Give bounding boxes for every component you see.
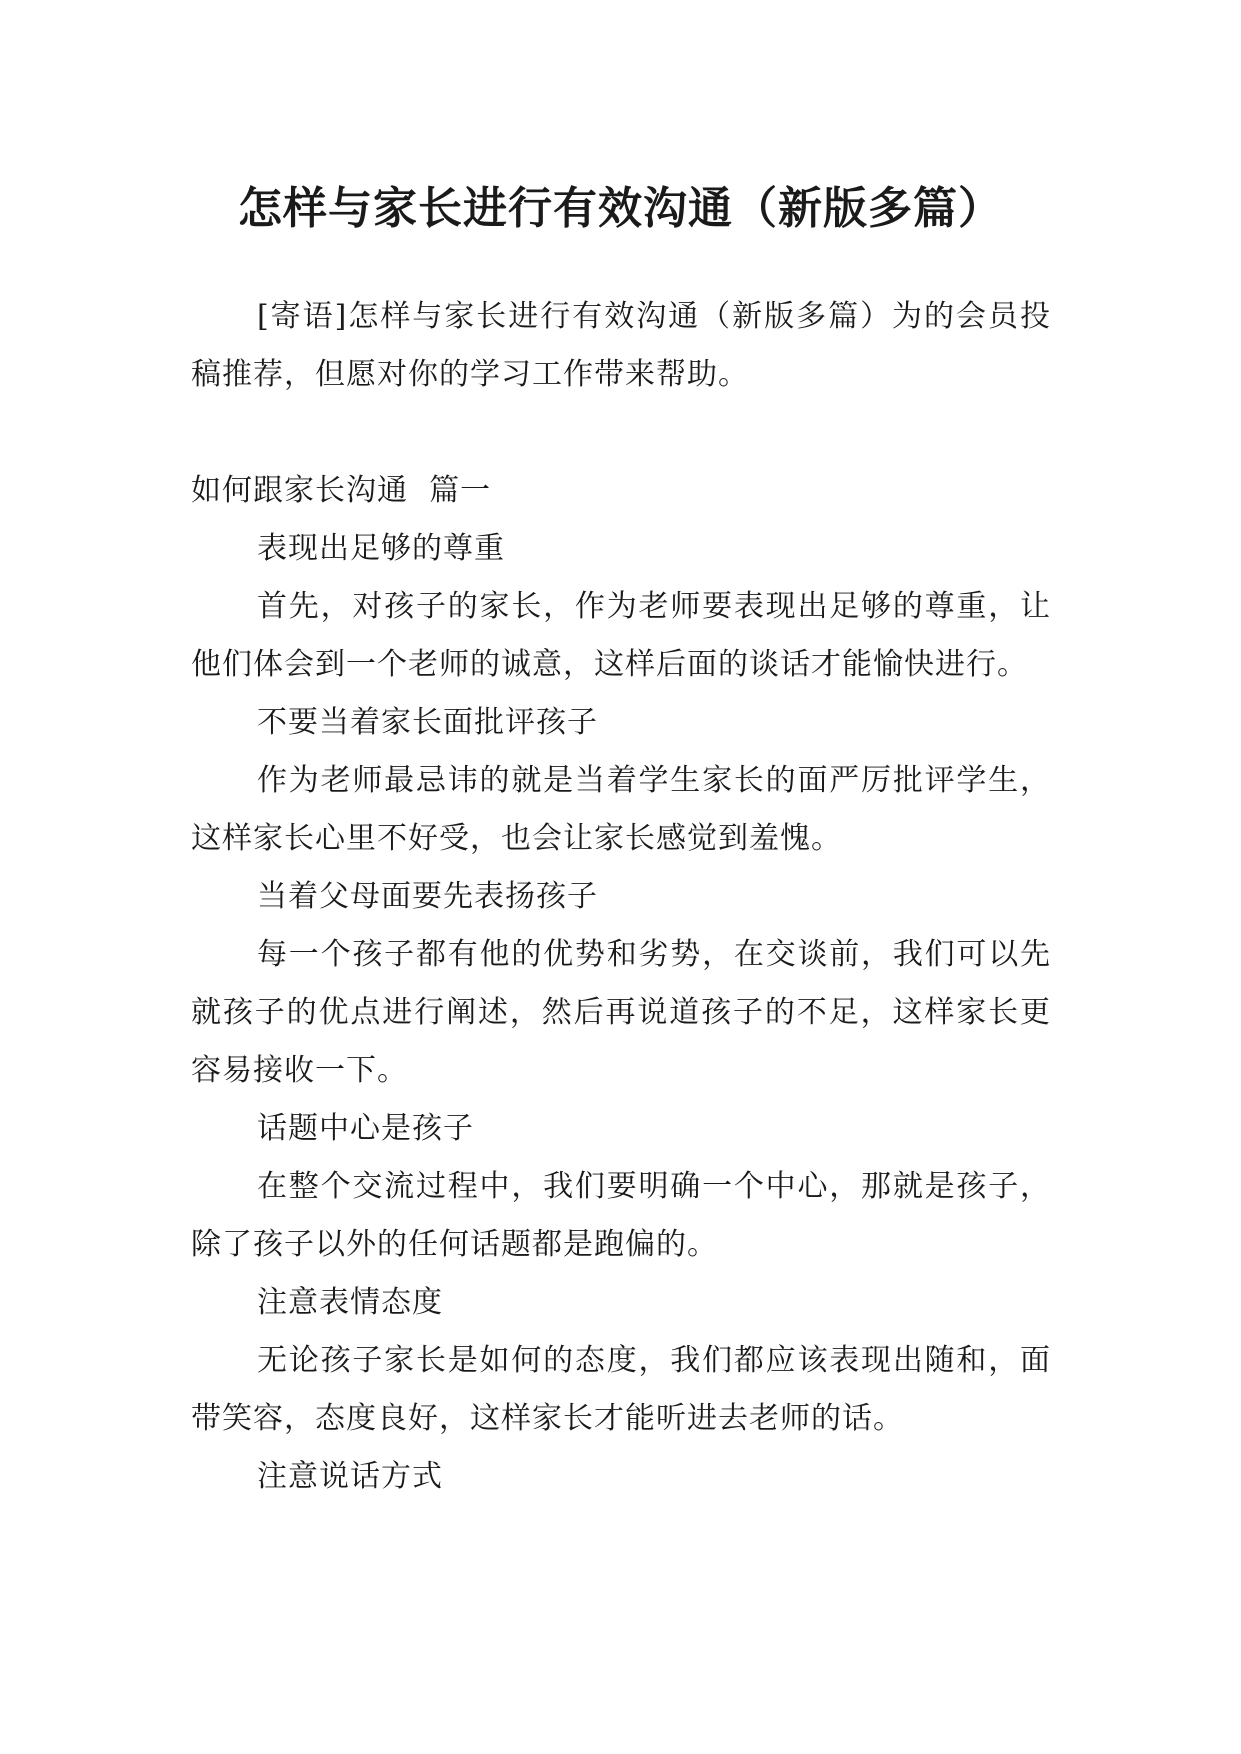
subheading-no-criticism: 不要当着家长面批评孩子: [257, 705, 598, 740]
paragraph-praise-first: 每一个孩子都有他的优势和劣势，在交谈前，我们可以先就孩子的优点进行阐述，然后再说道孩子的不足，这样家长更容易接收一下。: [191, 937, 1051, 1088]
paragraph-no-criticism: 作为老师最忌讳的就是当着学生家长的面严厉批评学生，这样家长心里不好受，也会让家长感觉到羞愧。: [191, 763, 1051, 856]
subheading-child-centered: 话题中心是孩子: [257, 1111, 474, 1146]
subheading-speaking-manner: 注意说话方式: [257, 1459, 443, 1494]
paragraph-respect: 首先，对孩子的家长，作为老师要表现出足够的尊重，让他们体会到一个老师的诚意，这样后面的谈话才能愉快进行。: [191, 589, 1051, 682]
subheading-attitude: 注意表情态度: [257, 1285, 443, 1320]
intro-paragraph: [寄语]怎样与家长进行有效沟通（新版多篇）为的会员投稿推荐，但愿对你的学习工作带来帮助。: [191, 299, 1051, 392]
document-title: 怎样与家长进行有效沟通（新版多篇）: [238, 183, 1003, 235]
paragraph-attitude: 无论孩子家长是如何的态度，我们都应该表现出随和，面带笑容，态度良好，这样家长才能听进去老师的话。: [191, 1343, 1051, 1436]
subheading-respect: 表现出足够的尊重: [257, 531, 505, 566]
section-heading: 如何跟家长沟通 篇一: [191, 473, 492, 508]
paragraph-child-centered: 在整个交流过程中，我们要明确一个中心，那就是孩子，除了孩子以外的任何话题都是跑偏的。: [191, 1169, 1051, 1262]
document-body: [191, 288, 1051, 1506]
subheading-praise-first: 当着父母面要先表扬孩子: [257, 879, 598, 914]
